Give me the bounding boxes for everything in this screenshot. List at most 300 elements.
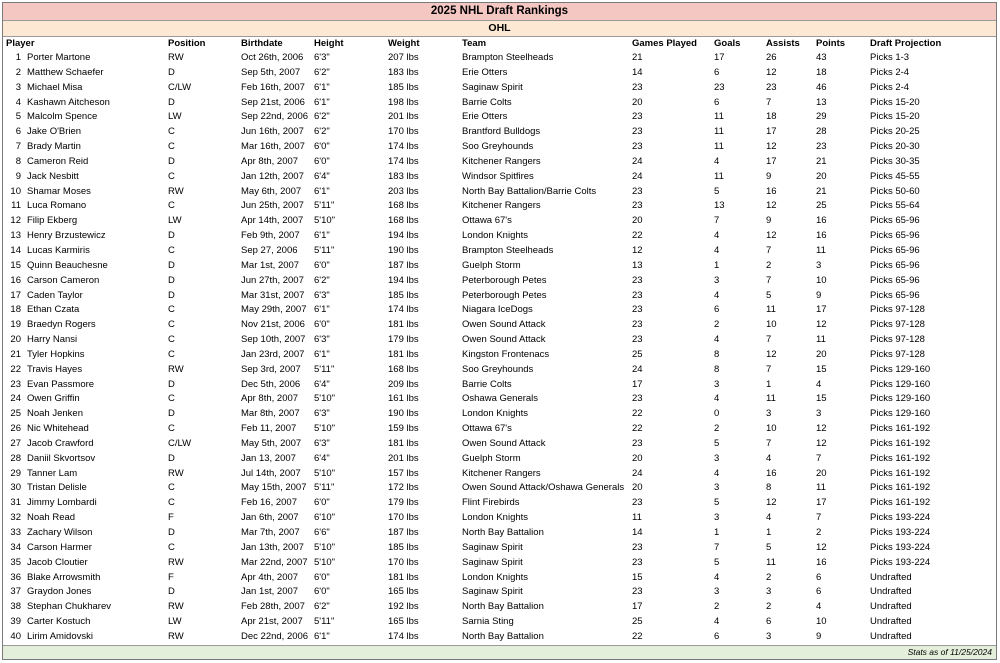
- cell-height: 6'1": [314, 81, 330, 93]
- cell-team: Peterborough Petes: [462, 289, 547, 301]
- cell-position: D: [168, 586, 175, 598]
- cell-draft-projection: Picks 193-224: [870, 541, 931, 553]
- cell-rank: 7: [15, 141, 21, 153]
- cell-height: 5'11": [314, 200, 335, 212]
- cell-weight: 209 lbs: [388, 378, 419, 390]
- cell-team: Kingston Frontenacs: [462, 348, 550, 360]
- cell-player: Porter Martone: [27, 52, 91, 63]
- cell-height: 6'3": [314, 52, 330, 63]
- cell-position: C: [168, 423, 175, 435]
- cell-points: 12: [816, 319, 827, 331]
- cell-points: 4: [816, 601, 822, 613]
- cell-rank: 38: [10, 601, 21, 613]
- cell-goals: 4: [714, 393, 720, 405]
- cell-goals: 11: [714, 111, 724, 123]
- cell-games-played: 23: [632, 437, 643, 449]
- table-row: [3, 348, 996, 363]
- cell-player: Brady Martin: [27, 141, 81, 153]
- cell-weight: 174 lbs: [388, 155, 419, 167]
- cell-player: Jake O'Brien: [27, 126, 82, 138]
- cell-position: C: [168, 334, 175, 346]
- cell-goals: 6: [714, 66, 720, 78]
- cell-position: C: [168, 304, 175, 316]
- cell-rank: 20: [10, 334, 21, 346]
- cell-points: 29: [816, 111, 827, 123]
- cell-points: 16: [816, 556, 827, 568]
- table-row: [3, 333, 996, 348]
- cell-weight: 165 lbs: [388, 586, 419, 598]
- cell-goals: 2: [714, 319, 720, 331]
- cell-weight: 159 lbs: [388, 423, 419, 435]
- table-row: [3, 125, 996, 140]
- cell-team: Owen Sound Attack: [462, 334, 546, 346]
- cell-birthdate: Dec 5th, 2006: [241, 378, 301, 390]
- cell-points: 18: [816, 66, 827, 78]
- cell-rank: 31: [10, 497, 21, 509]
- cell-goals: 11: [714, 141, 724, 153]
- cell-games-played: 20: [632, 96, 643, 108]
- cell-height: 5'11": [314, 616, 335, 628]
- cell-position: C: [168, 541, 175, 553]
- cell-games-played: 23: [632, 200, 643, 212]
- cell-player: Tanner Lam: [27, 467, 78, 479]
- cell-goals: 3: [714, 482, 720, 494]
- table-row: [3, 467, 996, 482]
- cell-games-played: 14: [632, 66, 643, 78]
- cell-birthdate: Apr 8th, 2007: [241, 393, 299, 405]
- cell-points: 46: [816, 81, 827, 93]
- cell-points: 17: [816, 497, 827, 509]
- cell-goals: 17: [714, 52, 725, 63]
- cell-player: Travis Hayes: [27, 363, 83, 375]
- cell-weight: 179 lbs: [388, 334, 419, 346]
- cell-goals: 4: [714, 230, 720, 242]
- cell-assists: 3: [766, 630, 772, 642]
- cell-rank: 1: [15, 52, 21, 63]
- cell-draft-projection: Picks 65-96: [870, 230, 920, 242]
- cell-rank: 5: [15, 111, 21, 123]
- cell-assists: 2: [766, 571, 772, 583]
- cell-games-played: 13: [632, 259, 643, 271]
- table-row: [3, 407, 996, 422]
- cell-draft-projection: Picks 193-224: [870, 512, 931, 524]
- cell-weight: 181 lbs: [388, 571, 419, 583]
- cell-position: LW: [168, 616, 182, 628]
- cell-position: RW: [168, 363, 184, 375]
- cell-games-played: 23: [632, 497, 643, 509]
- cell-goals: 4: [714, 244, 720, 256]
- cell-draft-projection: Picks 55-64: [870, 200, 920, 212]
- cell-games-played: 23: [632, 304, 643, 316]
- cell-birthdate: Dec 22nd, 2006: [241, 630, 309, 642]
- cell-points: 2: [816, 527, 822, 538]
- cell-position: D: [168, 259, 175, 271]
- cell-assists: 12: [766, 141, 777, 153]
- cell-draft-projection: Picks 2-4: [870, 81, 910, 93]
- cell-rank: 40: [10, 630, 21, 642]
- cell-assists: 17: [766, 155, 777, 167]
- cell-rank: 30: [10, 482, 21, 494]
- cell-team: Peterborough Petes: [462, 274, 547, 286]
- cell-rank: 4: [15, 96, 21, 108]
- cell-goals: 4: [714, 467, 720, 479]
- cell-height: 6'2": [314, 126, 330, 138]
- cell-rank: 17: [10, 289, 21, 301]
- cell-draft-projection: Picks 30-35: [870, 155, 920, 167]
- cell-games-played: 23: [632, 126, 643, 138]
- cell-team: Niagara IceDogs: [462, 304, 533, 316]
- cell-team: Erie Otters: [462, 66, 508, 78]
- cell-rank: 23: [10, 378, 21, 390]
- cell-assists: 10: [766, 423, 777, 435]
- cell-weight: 174 lbs: [388, 630, 419, 642]
- cell-assists: 26: [766, 52, 777, 63]
- cell-draft-projection: Picks 161-192: [870, 452, 931, 464]
- cell-rank: 34: [10, 541, 21, 553]
- cell-height: 6'2": [314, 601, 330, 613]
- cell-position: RW: [168, 52, 184, 63]
- table-row: [3, 571, 996, 586]
- cell-games-played: 11: [632, 512, 642, 524]
- cell-birthdate: Sep 22nd, 2006: [241, 111, 309, 123]
- cell-position: RW: [168, 185, 184, 197]
- cell-birthdate: Jan 6th, 2007: [241, 512, 299, 524]
- cell-points: 7: [816, 452, 822, 464]
- cell-player: Caden Taylor: [27, 289, 83, 301]
- cell-goals: 2: [714, 601, 720, 613]
- cell-draft-projection: Undrafted: [870, 586, 912, 598]
- cell-games-played: 22: [632, 423, 643, 435]
- cell-draft-projection: Picks 50-60: [870, 185, 920, 197]
- cell-player: Carson Harmer: [27, 541, 92, 553]
- cell-height: 5'10": [314, 393, 336, 405]
- cell-rank: 10: [10, 185, 21, 197]
- cell-rank: 36: [10, 571, 21, 583]
- cell-games-played: 23: [632, 274, 643, 286]
- cell-games-played: 23: [632, 334, 643, 346]
- cell-height: 6'0": [314, 141, 330, 153]
- cell-goals: 4: [714, 155, 720, 167]
- cell-points: 15: [816, 393, 827, 405]
- cell-team: Owen Sound Attack: [462, 319, 546, 331]
- cell-assists: 1: [766, 527, 772, 538]
- cell-assists: 7: [766, 274, 772, 286]
- cell-goals: 5: [714, 437, 720, 449]
- cell-height: 5'10": [314, 541, 336, 553]
- cell-draft-projection: Picks 161-192: [870, 482, 931, 494]
- cell-position: D: [168, 274, 175, 286]
- cell-position: C: [168, 497, 175, 509]
- cell-position: C: [168, 200, 175, 212]
- table-row: [3, 170, 996, 185]
- cell-player: Cameron Reid: [27, 155, 89, 167]
- cell-birthdate: Jun 27th, 2007: [241, 274, 304, 286]
- cell-player: Jacob Cloutier: [27, 556, 88, 568]
- cell-team: Barrie Colts: [462, 378, 512, 390]
- cell-team: London Knights: [462, 230, 529, 242]
- cell-player: Malcolm Spence: [27, 111, 98, 123]
- cell-height: 6'1": [314, 230, 330, 242]
- header-goals: Goals: [714, 38, 741, 49]
- cell-assists: 10: [766, 319, 777, 331]
- cell-position: D: [168, 66, 175, 78]
- cell-team: Kitchener Rangers: [462, 200, 541, 212]
- cell-points: 13: [816, 96, 827, 108]
- cell-goals: 7: [714, 215, 720, 227]
- cell-weight: 185 lbs: [388, 81, 419, 93]
- sheet-title: 2025 NHL Draft Rankings: [3, 3, 996, 21]
- cell-position: D: [168, 527, 175, 538]
- cell-weight: 187 lbs: [388, 259, 419, 271]
- cell-height: 6'3": [314, 289, 330, 301]
- cell-position: LW: [168, 215, 182, 227]
- table-row: [3, 556, 996, 571]
- cell-birthdate: Apr 14th, 2007: [241, 215, 304, 227]
- cell-games-played: 24: [632, 170, 643, 182]
- table-row: [3, 630, 996, 645]
- cell-games-played: 23: [632, 319, 643, 331]
- cell-points: 25: [816, 200, 827, 212]
- cell-draft-projection: Picks 65-96: [870, 215, 920, 227]
- header-team: Team: [462, 38, 487, 49]
- cell-draft-projection: Picks 65-96: [870, 274, 920, 286]
- table-row: [3, 392, 996, 407]
- cell-weight: 181 lbs: [388, 348, 419, 360]
- cell-player: Henry Brzustewicz: [27, 230, 106, 242]
- cell-goals: 2: [714, 423, 720, 435]
- cell-birthdate: Sep 3rd, 2007: [241, 363, 301, 375]
- cell-team: London Knights: [462, 512, 529, 524]
- table-body: [3, 51, 996, 645]
- cell-team: Windsor Spitfires: [462, 170, 534, 182]
- cell-draft-projection: Undrafted: [870, 616, 912, 628]
- cell-games-played: 24: [632, 363, 643, 375]
- cell-birthdate: Nov 21st, 2006: [241, 319, 305, 331]
- cell-position: RW: [168, 556, 184, 568]
- cell-goals: 23: [714, 81, 725, 93]
- cell-player: Graydon Jones: [27, 586, 92, 598]
- table-row: [3, 526, 996, 541]
- table-row: [3, 214, 996, 229]
- cell-assists: 9: [766, 215, 772, 227]
- cell-assists: 12: [766, 497, 777, 509]
- cell-assists: 7: [766, 334, 772, 346]
- cell-points: 21: [816, 155, 827, 167]
- cell-player: Zachary Wilson: [27, 527, 93, 538]
- cell-birthdate: Jan 13th, 2007: [241, 541, 304, 553]
- header-points: Points: [816, 38, 846, 49]
- cell-points: 28: [816, 126, 827, 138]
- cell-rank: 25: [10, 408, 21, 420]
- cell-height: 5'10": [314, 556, 336, 568]
- cell-player: Kashawn Aitcheson: [27, 96, 110, 108]
- cell-assists: 2: [766, 259, 772, 271]
- table-row: [3, 600, 996, 615]
- cell-draft-projection: Undrafted: [870, 630, 912, 642]
- cell-rank: 18: [10, 304, 21, 316]
- cell-team: Owen Sound Attack/Oshawa Generals: [462, 482, 625, 494]
- cell-position: D: [168, 230, 175, 242]
- cell-games-played: 25: [632, 348, 643, 360]
- cell-height: 5'11": [314, 244, 335, 256]
- cell-draft-projection: Undrafted: [870, 571, 912, 583]
- cell-team: Sarnia Sting: [462, 616, 514, 628]
- cell-weight: 172 lbs: [388, 482, 419, 494]
- cell-birthdate: Mar 8th, 2007: [241, 408, 300, 420]
- cell-weight: 194 lbs: [388, 274, 419, 286]
- header-draft-projection: Draft Projection: [870, 38, 942, 49]
- cell-team: Soo Greyhounds: [462, 141, 534, 153]
- cell-birthdate: Oct 26th, 2006: [241, 52, 304, 63]
- cell-position: C: [168, 482, 175, 494]
- cell-goals: 8: [714, 363, 720, 375]
- cell-birthdate: Jul 14th, 2007: [241, 467, 301, 479]
- cell-player: Braedyn Rogers: [27, 319, 96, 331]
- cell-goals: 6: [714, 630, 720, 642]
- cell-draft-projection: Picks 15-20: [870, 111, 920, 123]
- table-row: [3, 378, 996, 393]
- table-row: [3, 81, 996, 96]
- cell-points: 21: [816, 185, 827, 197]
- table-row: [3, 541, 996, 556]
- cell-team: Saginaw Spirit: [462, 586, 523, 598]
- cell-player: Daniil Skvortsov: [27, 452, 96, 464]
- cell-player: Stephan Chukharev: [27, 601, 111, 613]
- cell-height: 6'3": [314, 408, 330, 420]
- cell-assists: 2: [766, 601, 772, 613]
- cell-games-played: 20: [632, 215, 643, 227]
- cell-goals: 5: [714, 497, 720, 509]
- cell-assists: 3: [766, 586, 772, 598]
- cell-points: 7: [816, 512, 822, 524]
- cell-points: 16: [816, 230, 827, 242]
- cell-goals: 3: [714, 452, 720, 464]
- cell-goals: 7: [714, 541, 720, 553]
- cell-player: Evan Passmore: [27, 378, 95, 390]
- cell-rank: 6: [15, 126, 21, 138]
- cell-position: F: [168, 512, 174, 524]
- cell-goals: 8: [714, 348, 720, 360]
- cell-points: 20: [816, 467, 827, 479]
- cell-goals: 0: [714, 408, 720, 420]
- cell-draft-projection: Picks 65-96: [870, 289, 920, 301]
- cell-games-played: 17: [632, 601, 643, 613]
- cell-team: Saginaw Spirit: [462, 81, 523, 93]
- cell-team: Soo Greyhounds: [462, 363, 534, 375]
- cell-assists: 11: [766, 304, 776, 316]
- cell-position: RW: [168, 630, 184, 642]
- cell-position: D: [168, 378, 175, 390]
- cell-games-played: 23: [632, 393, 643, 405]
- cell-games-played: 15: [632, 571, 643, 583]
- cell-assists: 11: [766, 556, 776, 568]
- cell-games-played: 22: [632, 230, 643, 242]
- cell-height: 6'1": [314, 630, 330, 642]
- cell-birthdate: Mar 7th, 2007: [241, 527, 300, 538]
- cell-team: Guelph Storm: [462, 452, 521, 464]
- cell-rank: 11: [11, 200, 21, 212]
- cell-position: D: [168, 289, 175, 301]
- cell-height: 6'0": [314, 155, 330, 167]
- cell-points: 43: [816, 52, 827, 63]
- cell-draft-projection: Picks 1-3: [870, 52, 910, 63]
- cell-assists: 1: [766, 378, 772, 390]
- table-row: [3, 110, 996, 125]
- cell-points: 20: [816, 348, 827, 360]
- cell-assists: 4: [766, 452, 772, 464]
- cell-weight: 168 lbs: [388, 215, 419, 227]
- cell-player: Lirim Amidovski: [27, 630, 93, 642]
- cell-team: Brantford Bulldogs: [462, 126, 541, 138]
- cell-weight: 179 lbs: [388, 497, 419, 509]
- table-row: [3, 452, 996, 467]
- cell-weight: 187 lbs: [388, 527, 419, 538]
- cell-birthdate: May 6th, 2007: [241, 185, 302, 197]
- cell-weight: 170 lbs: [388, 512, 419, 524]
- cell-position: C: [168, 393, 175, 405]
- cell-games-played: 24: [632, 467, 643, 479]
- cell-games-played: 23: [632, 111, 643, 123]
- cell-birthdate: Jun 16th, 2007: [241, 126, 304, 138]
- cell-points: 12: [816, 437, 827, 449]
- cell-team: North Bay Battalion: [462, 601, 544, 613]
- cell-games-played: 23: [632, 586, 643, 598]
- cell-team: Ottawa 67's: [462, 423, 512, 435]
- cell-weight: 207 lbs: [388, 52, 419, 63]
- cell-weight: 181 lbs: [388, 437, 419, 449]
- cell-position: LW: [168, 111, 182, 123]
- cell-player: Carter Kostuch: [27, 616, 91, 628]
- cell-draft-projection: Picks 129-160: [870, 408, 931, 420]
- cell-position: D: [168, 96, 175, 108]
- cell-games-played: 22: [632, 630, 643, 642]
- cell-goals: 3: [714, 586, 720, 598]
- cell-position: F: [168, 571, 174, 583]
- cell-team: Barrie Colts: [462, 96, 512, 108]
- cell-weight: 190 lbs: [388, 244, 419, 256]
- cell-birthdate: Sep 5th, 2007: [241, 66, 301, 78]
- header-position: Position: [168, 38, 206, 49]
- table-row: [3, 496, 996, 511]
- cell-team: Oshawa Generals: [462, 393, 539, 405]
- cell-player: Blake Arrowsmith: [27, 571, 101, 583]
- cell-points: 4: [816, 378, 822, 390]
- cell-team: Owen Sound Attack: [462, 437, 546, 449]
- cell-height: 5'10": [314, 423, 336, 435]
- cell-games-played: 22: [632, 408, 643, 420]
- table-row: [3, 437, 996, 452]
- cell-assists: 5: [766, 289, 772, 301]
- cell-draft-projection: Picks 161-192: [870, 423, 931, 435]
- cell-games-played: 23: [632, 556, 643, 568]
- cell-birthdate: Feb 16th, 2007: [241, 81, 305, 93]
- cell-birthdate: Sep 21st, 2006: [241, 96, 305, 108]
- cell-weight: 185 lbs: [388, 541, 419, 553]
- cell-weight: 194 lbs: [388, 230, 419, 242]
- cell-player: Matthew Schaefer: [27, 66, 104, 78]
- cell-games-played: 14: [632, 527, 643, 538]
- cell-position: C: [168, 348, 175, 360]
- cell-height: 6'4": [314, 452, 330, 464]
- cell-draft-projection: Picks 65-96: [870, 244, 920, 256]
- cell-height: 6'2": [314, 274, 330, 286]
- cell-height: 6'2": [314, 111, 330, 123]
- cell-assists: 12: [766, 230, 777, 242]
- header-birthdate: Birthdate: [241, 38, 283, 49]
- cell-goals: 1: [714, 527, 720, 538]
- cell-height: 6'3": [314, 334, 330, 346]
- cell-assists: 7: [766, 96, 772, 108]
